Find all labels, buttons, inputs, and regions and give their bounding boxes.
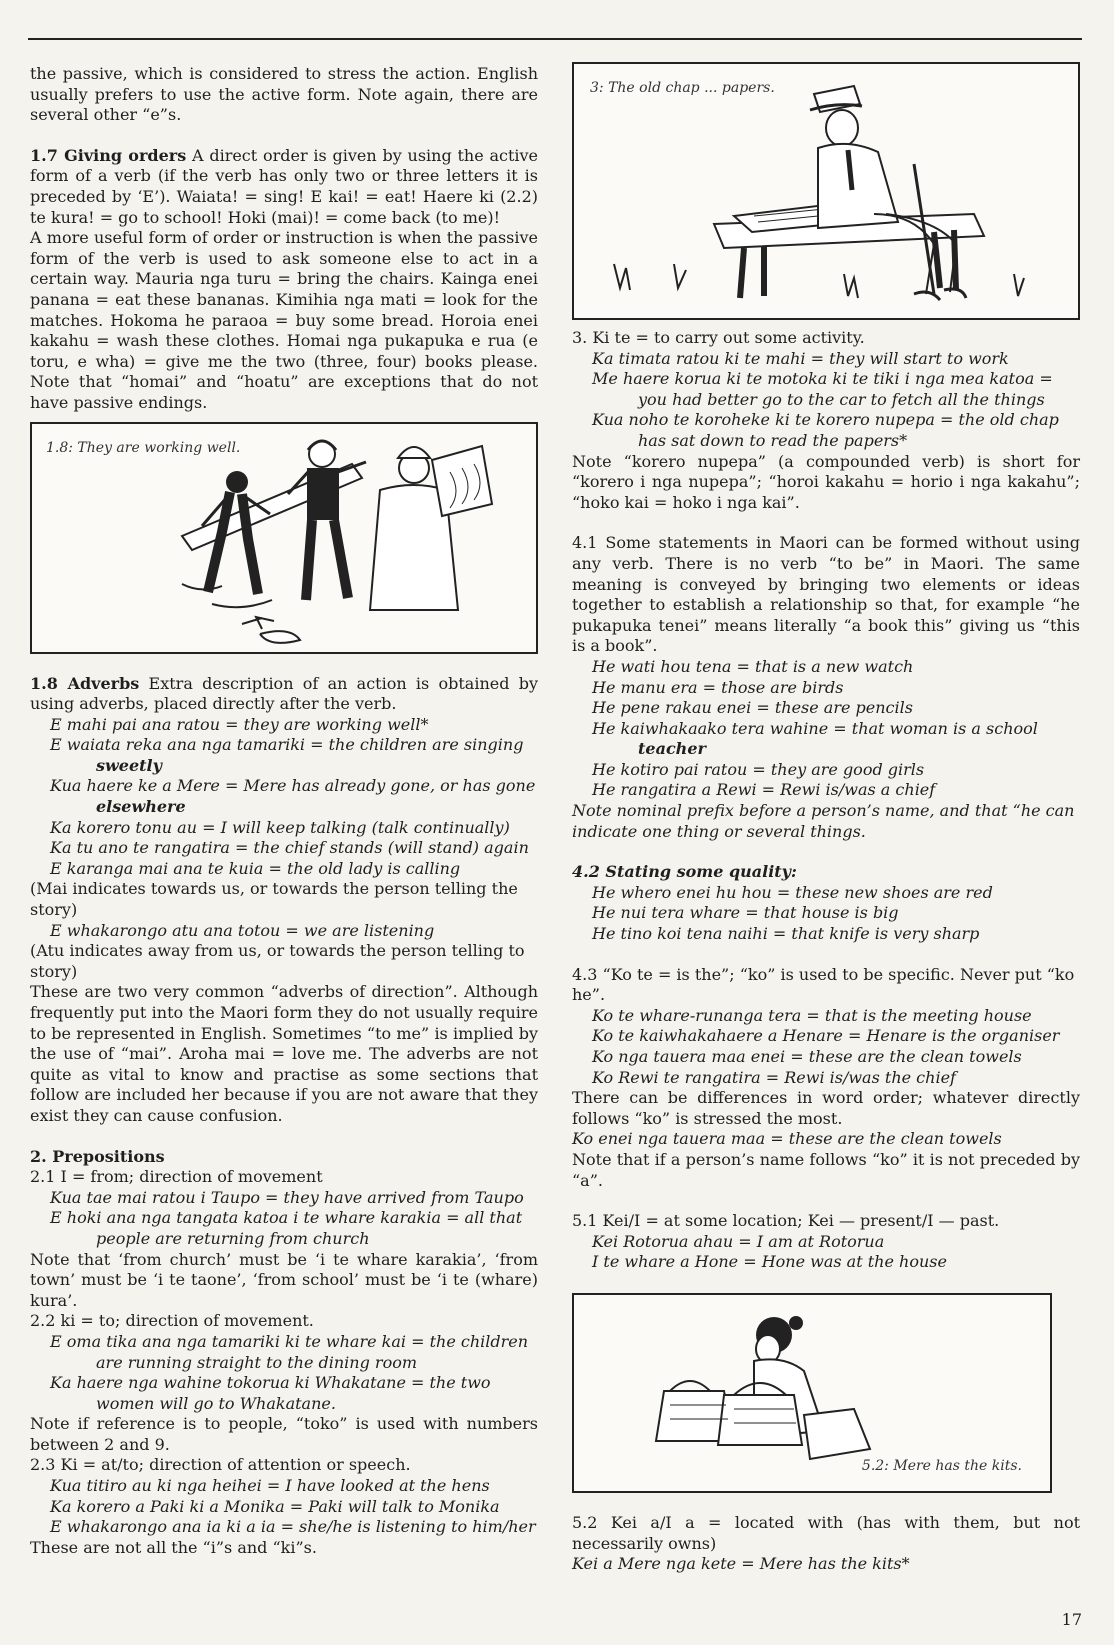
example: He kotiro pai ratou = they are good girls [592, 759, 925, 779]
example: Ko nga tauera maa enei = these are the clean towels [592, 1047, 1022, 1066]
section-1-7: 1.7 Giving orders A direct order is given by using the active form of a verb (if the verb has only two or three letters it is preceded by ‘E’). Waiata! = sing! E kai! = eat! Haere ki (2.2) te kura! = go to school! Hoki (mai)! = come back (to me)! [30, 145, 539, 227]
page-number: 17 [1061, 1610, 1082, 1629]
example: E whakarongo ana ia ki a ia = she/he is listening to him/her [50, 1517, 536, 1537]
note: Note “korero nupepa” (a compounded verb) is short for “korero i nga nupepa”; “horoi kakahu = horio i nga kakahu”; “hoko kai = hoko i nga kai”. [572, 451, 1080, 512]
example: Kua titiro au ki nga heihei = I have looked at the hens [50, 1476, 490, 1496]
example: Ko enei nga tauera maa = these are the clean towels [572, 1129, 1002, 1149]
figure-caption: 5.2: Mere has the kits. [861, 1458, 1022, 1475]
section-4-1: 4.1 Some statements in Maori can be formed without using any verb. There is no verb “to be” in Maori. The same meaning is conveyed by bringing two elements or ideas together to establish a relationship so that, for example “he pukapuka tenei” means literally “a book this” giving us “this is a book”. [572, 533, 1080, 656]
example: E oma tika ana nga tamariki ki te whare kai = the children [50, 1331, 529, 1351]
example: E waiata reka ana nga tamariki = the children are singing [50, 735, 524, 755]
figure-working [30, 422, 538, 654]
note: These are not all the “i”s and “ki”s. [30, 1537, 317, 1557]
example: He kaiwhakaako tera wahine = that woman is a school [592, 718, 1038, 738]
example: Ka tu ano te rangatira = the chief stands (will stand) again [50, 838, 529, 858]
figure-mere-kits [572, 1293, 1052, 1493]
example: Ka korero tonu au = I will keep talking (talk continually) [50, 817, 510, 837]
section-4-2-heading: 4.2 Stating some quality: [572, 862, 797, 882]
subsection: 2.2 ki = to; direction of movement. [30, 1311, 314, 1331]
example: He tino koi tena naihi = that knife is very sharp [592, 924, 980, 944]
intro-paragraph: the passive, which is considered to stress the action. English usually prefers to use the active form. Note again, there are several other “e”s. [30, 64, 538, 125]
section-3-heading: 3. Ki te = to carry out some activity. [572, 328, 865, 347]
mere-kits-illustration [574, 1295, 1050, 1491]
example: Kua haere ke a Mere = Mere has already gone, or has gone [50, 776, 536, 796]
example: He whero enei hu hou = these new shoes are red [592, 882, 993, 902]
example: E mahi pai ana ratou = they are working well* [50, 714, 429, 734]
example-cont: has sat down to read the papers* [638, 430, 908, 450]
section-5-2-heading: 5.2 Kei a/I a = located with (has with them, but not necessarily owns) [572, 1512, 1080, 1553]
example-cont: teacher [638, 739, 706, 759]
note: (Atu indicates away from us, or towards the person telling to story) [30, 941, 525, 981]
workers-illustration [32, 424, 536, 652]
example: Ka timata ratou ki te mahi = they will start to work [592, 348, 1009, 368]
example: Kei Rotorua ahau = I am at Rotorua [592, 1231, 885, 1251]
example: Ka korero a Paki ki a Monika = Paki will talk to Monika [50, 1496, 500, 1516]
example: He rangatira a Rewi = Rewi is/was a chief [592, 780, 936, 800]
example: He wati hou tena = that is a new watch [592, 656, 914, 676]
example: He pene rakau enei = these are pencils [592, 698, 913, 718]
example: He manu era = those are birds [592, 677, 844, 697]
note: (Mai indicates towards us, or towards the person telling the story) [30, 879, 518, 920]
section-heading: 2. Prepositions [30, 1146, 165, 1166]
top-rule [28, 38, 1082, 40]
example: Kei a Mere nga kete = Mere has the kits* [572, 1554, 910, 1574]
section-1-7-p2: A more useful form of order or instruction is when the passive form of the verb is used to ask someone else to act in a certain way. Mauria nga turu = bring the chairs. Kainga enei panana = eat these bananas. Kimihia nga mati = look for the matches. Hokoma he paraoa = buy some bread. Horoia enei kakahu = wash these clothes. Homai nga pukapuka e rua (e toru, e wha) = give me the two (three, four) books please. Note that “homai” and “hoatu” are exceptions that do not have passive endings. [30, 228, 538, 412]
old-chap-illustration [574, 64, 1078, 318]
note: Note if reference is to people, “toko” is used with numbers between 2 and 9. [30, 1414, 538, 1454]
note: Note that if a person’s name follows “ko” it is not preceded by “a”. [572, 1149, 1080, 1190]
section-4-3-heading: 4.3 “Ko te = is the”; “ko” is used to be specific. Never put “ko he”. [572, 964, 1075, 1005]
figure-caption: 1.8: They are working well. [46, 439, 241, 456]
example: Kua noho te koroheke ki te korero nupepa = the old chap [592, 410, 1059, 430]
example-cont: you had better go to the car to fetch all the things [638, 389, 1045, 409]
example-cont: women will go to Whakatane. [96, 1393, 336, 1413]
figure-caption: 3: The old chap ... papers. [590, 80, 775, 96]
right-column [572, 62, 1080, 1575]
section-5-1-heading: 5.1 Kei/I = at some location; Kei — present/I — past. [572, 1211, 1000, 1231]
example-cont: people are returning from church [96, 1228, 370, 1248]
example: Ko te kaiwhakahaere a Henare = Henare is the organiser [592, 1026, 1060, 1046]
example: He nui tera whare = that house is big [592, 903, 899, 923]
figure-old-chap [572, 62, 1080, 320]
example-cont: sweetly [96, 755, 162, 775]
note: There can be differences in word order; whatever directly follows “ko” is stressed the most. [572, 1088, 1080, 1128]
example: E hoki ana nga tangata katoa i te whare karakia = all that [50, 1208, 523, 1228]
example: Ko te whare-runanga tera = that is the meeting house [592, 1005, 1032, 1025]
left-column [30, 64, 538, 1558]
subsection: 2.3 Ki = at/to; direction of attention or speech. [30, 1455, 411, 1475]
subsection: 2.1 I = from; direction of movement [30, 1167, 323, 1187]
note: Note nominal prefix before a person’s name, and that “he can indicate one thing or several things. [572, 801, 1075, 841]
example: E karanga mai ana te kuia = the old lady is calling [50, 858, 461, 878]
example: Kua tae mai ratou i Taupo = they have arrived from Taupo [50, 1187, 524, 1207]
example: Ko Rewi te rangatira = Rewi is/was the chief [592, 1067, 956, 1087]
example: E whakarongo atu ana totou = we are listening [50, 920, 435, 940]
section-heading: 1.8 Adverbs [30, 673, 140, 693]
example: Me haere korua ki te motoka ki te tiki i nga mea katoa = [592, 369, 1053, 389]
example-cont: elsewhere [96, 797, 186, 817]
example: Ka haere nga wahine tokorua ki Whakatane = the two [50, 1373, 491, 1393]
section-heading: 1.7 Giving orders [30, 145, 187, 165]
adverbs-paragraph: These are two very common “adverbs of direction”. Although frequently put into the Maori form they do not usually require to be represented in English. Sometimes “to me” is implied by the use of “mai”. Aroha mai = love me. The adverbs are not quite as vital to know and practise as some sections that follow are included her because if you are not aware that they exist they can cause confusion. [30, 982, 538, 1125]
note: Note that ‘from church’ must be ‘i te whare karakia’, ‘from town’ must be ‘i te taone’, ‘from school’ must be ‘i te (whare) kura’. [30, 1249, 538, 1310]
section-1-8: 1.8 Adverbs Extra description of an action is obtained by using adverbs, placed directly after the verb. [30, 673, 539, 714]
example: I te whare a Hone = Hone was at the house [592, 1252, 947, 1272]
example-cont: are running straight to the dining room [96, 1352, 417, 1372]
